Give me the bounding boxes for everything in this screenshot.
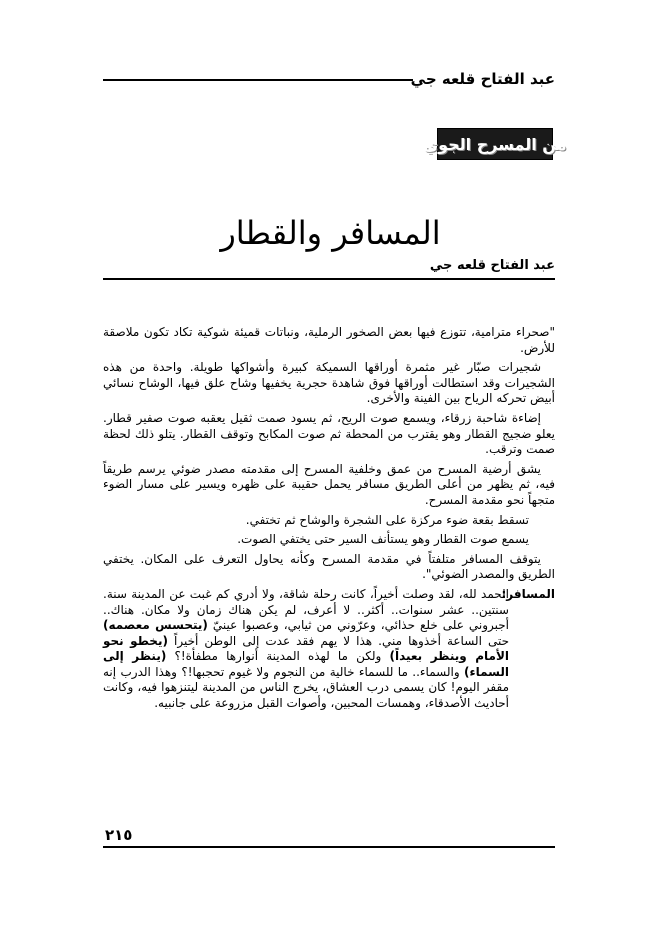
speech-part-3: ولكن ما لهذه المدينة أنوارها مطفأة!؟ bbox=[174, 649, 382, 664]
stage-direction-2: يسمع صوت القطار وهو يستأنف السير حتى يختفي الصوت. bbox=[237, 532, 529, 547]
page-number: ٢١٥ bbox=[105, 826, 133, 844]
paragraph-3: إضاءة شاحبة زرقاء، ويسمع صوت الريح، ثم يسود صمت ثقيل يعقبه صوت صفير قطار. يعلو ضجيج القطار وهو يقترب من المحطة ثم صوت المكابح وتوقف القطار. يتلو ذلك لحظة صمت وترقب. bbox=[103, 410, 555, 457]
stage-direction-1: تسقط بقعة ضوء مركزة على الشجرة والوشاح ثم تختفي. bbox=[245, 512, 529, 527]
page-footer bbox=[103, 826, 555, 848]
paragraph-4: يشق أرضية المسرح من عمق وخلفية المسرح إلى مقدمته مصدر ضوئي يرسم طريقاً فيه، ثم يظهر من أعلى الطريق مسافر يحمل حقيبة على ظهره ويسير على مسار الضوء متجهاً نحو مقدمة المسرح. bbox=[103, 461, 555, 507]
paragraph-closing: يتوقف المسافر متلفتاً في مقدمة المسرح وكأنه يحاول التعرف على المكان. يختفي الطريق والمصدر الضوئي". bbox=[103, 551, 555, 582]
byline-author: عبد الفتاح قلعه جي bbox=[429, 258, 555, 273]
byline-block bbox=[103, 258, 555, 282]
paragraph-2: شجيرات صبّار غير مثمرة أوراقها السميكة كبيرة وأشواكها طويلة. واحدة من هذه الشجيرات وقد استطالت أوراقها فوق شاهدة حجرية يخفيها وشاح علق فيها، الوشاح نسائي أبيض تحركه الرياح بين الفينة والأخرى. bbox=[103, 360, 555, 406]
byline-rule bbox=[103, 278, 555, 280]
speaker-label: المسافر: bbox=[501, 586, 555, 601]
speech-part-1: الحمد لله، لقد وصلت أخيراً، كانت رحلة شاقة، ولا أدري كم غبت عن المدينة سنة. سنتين.. عشر سنوات.. أكثر.. لا أعرف، لم يكن هناك زمان ولا مكان. هناك.. أجبروني على خلع حذائي، وعرّوني من ثيابي، وعصبوا عينيّ bbox=[103, 586, 509, 633]
stage-note-2: (يخطو نحو الأمام وينظر بعيداً) bbox=[103, 633, 509, 664]
paragraph-1: "صحراء مترامية، تتوزع فيها بعض الصخور الرملية، ونباتات قميئة شوكية تكاد تكون ملاصقة للأرض. bbox=[103, 325, 555, 355]
page-title: المسافر والقطار bbox=[220, 214, 441, 253]
speech-part-2: حتى الساعة أخذوها مني. هذا لا يهم فقد عدت إلى الوطن أخيراً bbox=[174, 633, 509, 648]
stage-note-1: (يتحسس معصمه) bbox=[103, 618, 208, 633]
running-author: عبد الفتاح قلعه جي bbox=[410, 70, 555, 88]
dialogue-block bbox=[103, 587, 555, 712]
header-rule bbox=[103, 79, 413, 81]
speech-text bbox=[103, 587, 509, 712]
article-body bbox=[103, 325, 555, 712]
running-header bbox=[103, 70, 555, 90]
stage-note-3: (ينظر إلى السماء) bbox=[103, 649, 509, 679]
speech-part-4: والسماء.. ما للسماء خالية من النجوم ولا غيوم تحجبها!؟ وهذا الدرب إنه مقفر اليوم! كان يسمى درب العشاق، يخرج الناس من المدينة ليتنزهوا فيه، وكانت أحاديث الأصدقاء، وهمسات المحبين، وأصوات القبل مزروعة على جانبيه. bbox=[103, 664, 509, 711]
section-badge: من المسرح الجوي bbox=[437, 128, 553, 160]
footer-rule bbox=[103, 846, 555, 848]
